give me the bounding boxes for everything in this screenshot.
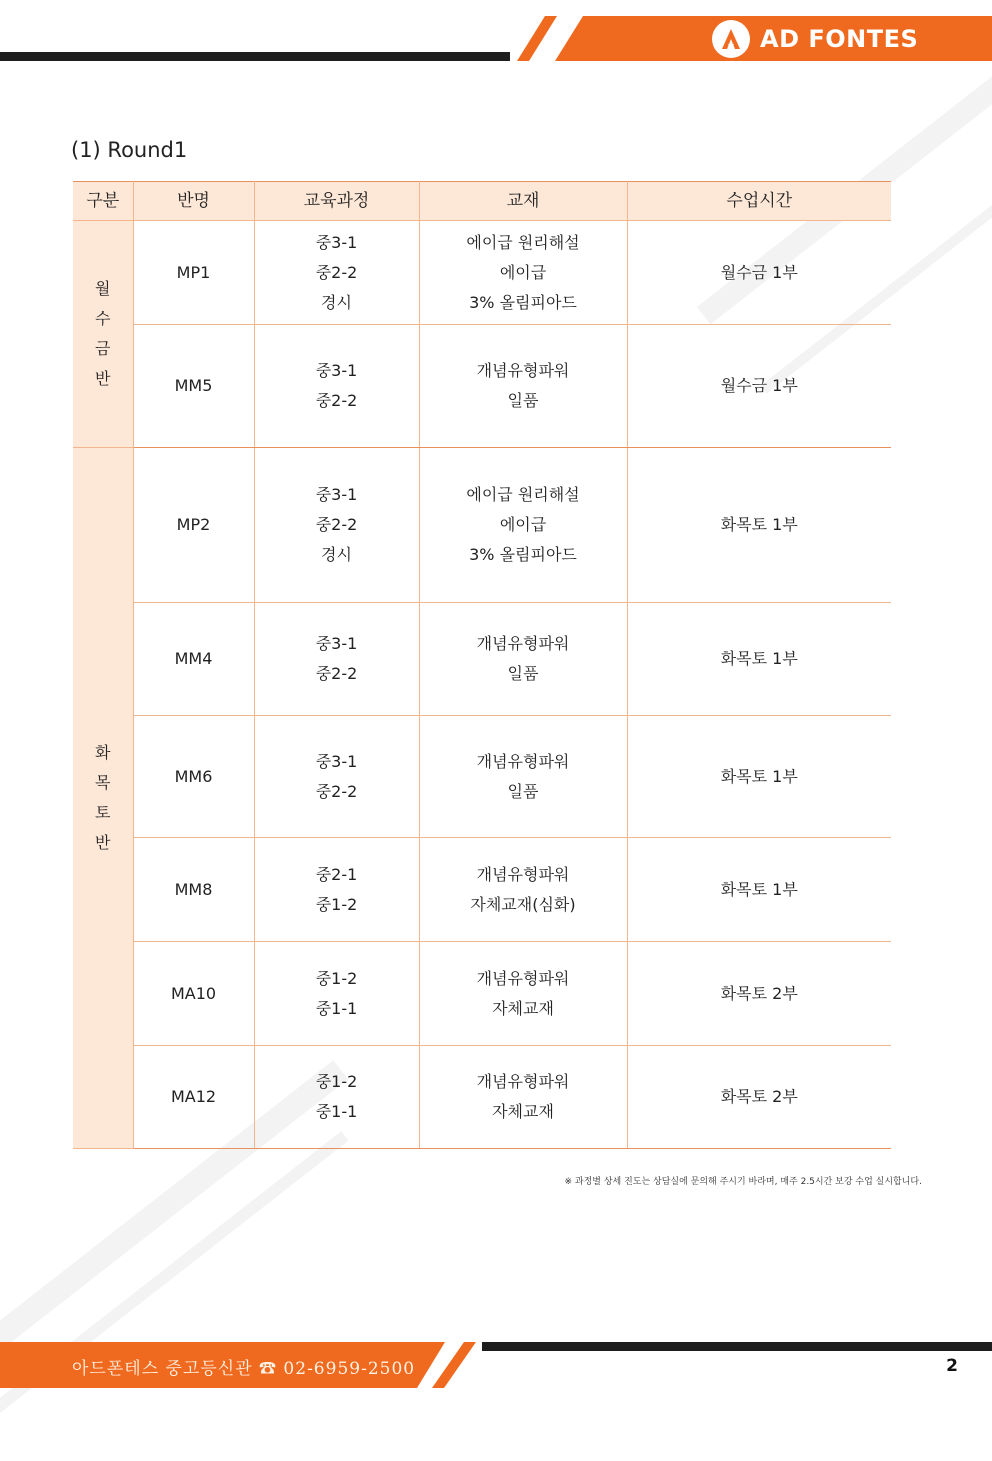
schedule-cell: 화목토 1부 xyxy=(627,716,891,838)
header-accent-stripe xyxy=(517,16,557,61)
class-name: MM6 xyxy=(133,716,254,838)
schedule-cell: 월수금 1부 xyxy=(627,221,891,325)
header-textbook: 교재 xyxy=(419,182,627,221)
textbook-cell: 개념유형파워 일품 xyxy=(419,603,627,716)
schedule-cell: 화목토 2부 xyxy=(627,1046,891,1149)
class-name: MP1 xyxy=(133,221,254,325)
textbook-cell: 에이급 원리해설 에이급 3% 올림피아드 xyxy=(419,448,627,603)
group-label-mwf: 월수금반 xyxy=(73,221,133,448)
table-header-row xyxy=(73,182,891,221)
logo-a-icon xyxy=(712,20,750,58)
header-class-name: 반명 xyxy=(133,182,254,221)
curriculum-cell: 중2-1 중1-2 xyxy=(254,838,419,942)
header-schedule: 수업시간 xyxy=(627,182,891,221)
schedule-cell: 월수금 1부 xyxy=(627,325,891,448)
header-dark-bar xyxy=(0,52,510,61)
class-name: MM4 xyxy=(133,603,254,716)
curriculum-cell: 중1-2 중1-1 xyxy=(254,942,419,1046)
table-row xyxy=(73,838,891,942)
textbook-cell: 개념유형파워 자체교재 xyxy=(419,942,627,1046)
schedule-cell: 화목토 1부 xyxy=(627,603,891,716)
schedule-cell: 화목토 1부 xyxy=(627,838,891,942)
footer-dark-bar xyxy=(482,1342,992,1351)
table-row xyxy=(73,603,891,716)
class-name: MA12 xyxy=(133,1046,254,1149)
table-row xyxy=(73,448,891,603)
textbook-cell: 개념유형파워 자체교재(심화) xyxy=(419,838,627,942)
table-row xyxy=(73,221,891,325)
textbook-cell: 개념유형파워 일품 xyxy=(419,716,627,838)
textbook-cell: 개념유형파워 일품 xyxy=(419,325,627,448)
class-name: MM8 xyxy=(133,838,254,942)
textbook-cell: 개념유형파워 자체교재 xyxy=(419,1046,627,1149)
table-row xyxy=(73,325,891,448)
table-row xyxy=(73,942,891,1046)
footer-contact: 아드폰테스 중고등신관 ☎ 02-6959-2500 xyxy=(72,1359,416,1379)
logo-text: AD FONTES xyxy=(760,25,919,53)
brand-logo xyxy=(712,20,918,58)
curriculum-cell: 중3-1 중2-2 경시 xyxy=(254,221,419,325)
class-schedule-table xyxy=(73,181,891,1149)
curriculum-cell: 중3-1 중2-2 xyxy=(254,716,419,838)
curriculum-cell: 중3-1 중2-2 xyxy=(254,603,419,716)
schedule-cell: 화목토 2부 xyxy=(627,942,891,1046)
curriculum-cell: 중3-1 중2-2 경시 xyxy=(254,448,419,603)
class-name: MM5 xyxy=(133,325,254,448)
textbook-cell: 에이급 원리해설 에이급 3% 올림피아드 xyxy=(419,221,627,325)
page-number: 2 xyxy=(946,1356,958,1376)
table-row xyxy=(73,716,891,838)
table-row xyxy=(73,1046,891,1149)
group-label-tts: 화목토반 xyxy=(73,448,133,1149)
header-curriculum: 교육과정 xyxy=(254,182,419,221)
class-name: MP2 xyxy=(133,448,254,603)
curriculum-cell: 중1-2 중1-1 xyxy=(254,1046,419,1149)
schedule-cell: 화목토 1부 xyxy=(627,448,891,603)
header-category: 구분 xyxy=(73,182,133,221)
curriculum-cell: 중3-1 중2-2 xyxy=(254,325,419,448)
footnote: ※ 과정별 상세 진도는 상담실에 문의해 주시기 바라며, 매주 2.5시간 보강 수업 실시합니다. xyxy=(564,1177,922,1187)
section-title: (1) Round1 xyxy=(71,138,188,162)
class-name: MA10 xyxy=(133,942,254,1046)
